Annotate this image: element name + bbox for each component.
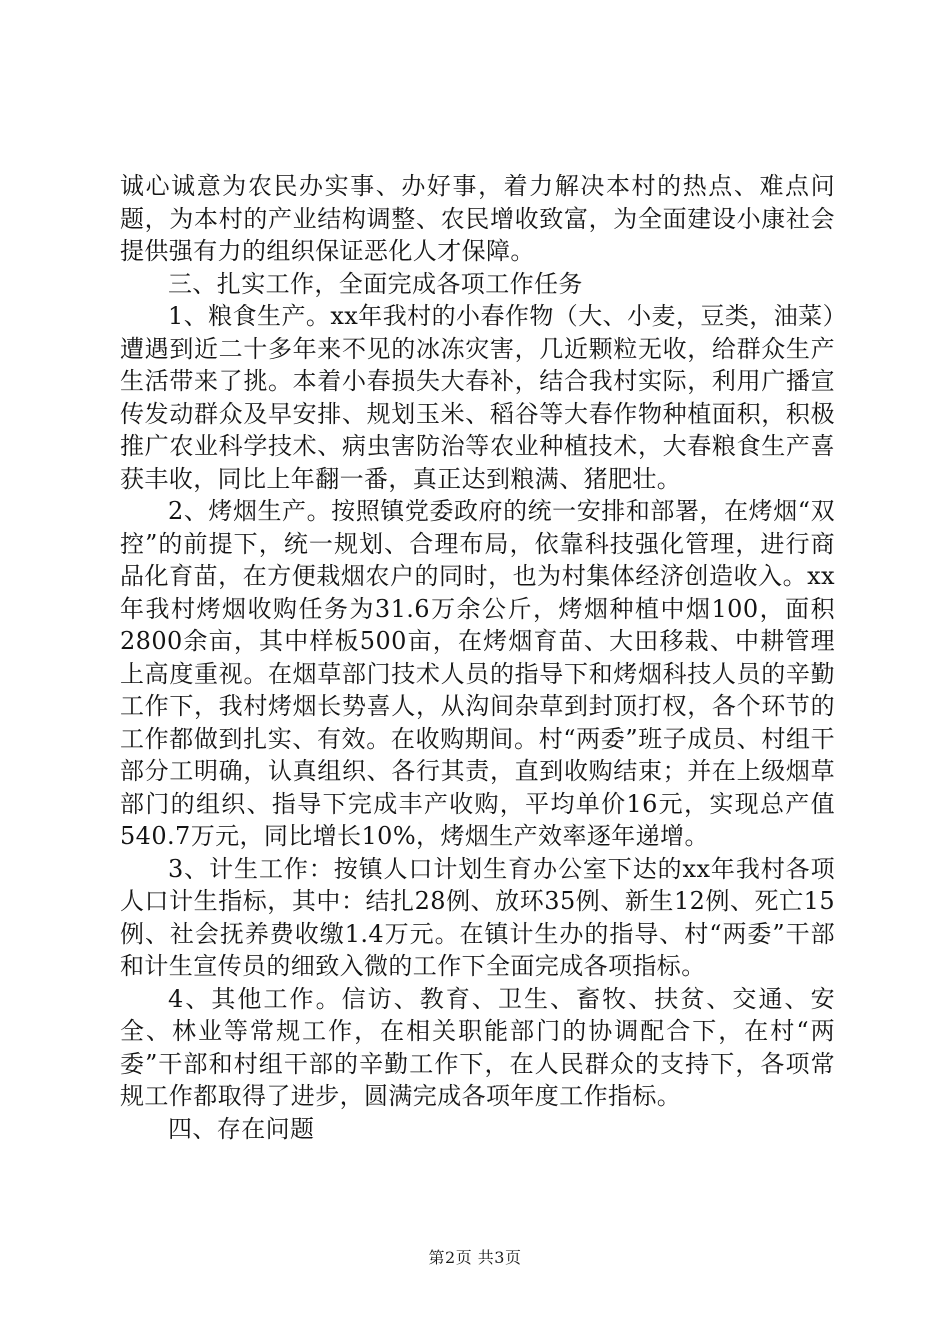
paragraph-other-work: 4、其他工作。信访、教育、卫生、畜牧、扶贫、交通、安全、林业等常规工作，在相关职能部门的协调配合下，在村“两委”干部和村组干部的辛勤工作下，在人民群众的支持下，各项常规工作都取得了进步，圆满完成各项年度工作指标。	[120, 984, 835, 1110]
paragraph-grain-production: 1、粮食生产。xx年我村的小春作物（大、小麦，豆类，油菜）遭遇到近二十多年来不见的冰冻灾害，几近颗粒无收，给群众生产生活带来了挑。本着小春损失大春补，结合我村实际，利用广播宣传发动群众及早安排、规划玉米、稻谷等大春作物种植面积，积极推广农业科学技术、病虫害防治等农业种植技术，大春粮食生产喜获丰收，同比上年翻一番，真正达到粮满、猪肥壮。	[120, 302, 835, 493]
page-footer	[0, 1245, 950, 1268]
paragraph-tobacco-production: 2、烤烟生产。按照镇党委政府的统一安排和部署，在烤烟“双控”的前提下，统一规划、合理布局，依靠科技强化管理，进行商品化育苗，在方便栽烟农户的同时，也为村集体经济创造收入。xx年我村烤烟收购任务为31.6万余公斤，烤烟种植中烟100，面积2800余亩，其中样板500亩，在烤烟育苗、大田移栽、中耕管理上高度重视。在烟草部门技术人员的指导下和烤烟科技人员的辛勤工作下，我村烤烟长势喜人，从沟间杂草到封顶打杈，各个环节的工作都做到扎实、有效。在收购期间。村“两委”班子成员、村组干部分工明确，认真组织、各行其责，直到收购结束；并在上级烟草部门的组织、指导下完成丰产收购，平均单价16元，实现总产值540.7万元，同比增长10%，烤烟生产效率逐年递增。	[120, 497, 835, 850]
page-number: 第2页 共3页	[428, 1248, 522, 1267]
section-heading-problems: 四、存在问题	[168, 1114, 315, 1143]
section-heading-tasks: 三、扎实工作，全面完成各项工作任务	[168, 269, 583, 298]
paragraph-family-planning: 3、计生工作：按镇人口计划生育办公室下达的xx年我村各项人口计生指标，其中：结扎28例、放环35例、新生12例、死亡15例、社会抚养费收缴1.4万元。在镇计生办的指导、村“两委”干部和计生宣传员的细致入微的工作下全面完成各项指标。	[120, 854, 835, 980]
paragraph-continuation: 诚心诚意为农民办实事、办好事，着力解决本村的热点、难点问题，为本村的产业结构调整、农民增收致富，为全面建设小康社会提供强有力的组织保证恶化人才保障。	[120, 172, 835, 265]
document-body	[120, 170, 835, 1145]
